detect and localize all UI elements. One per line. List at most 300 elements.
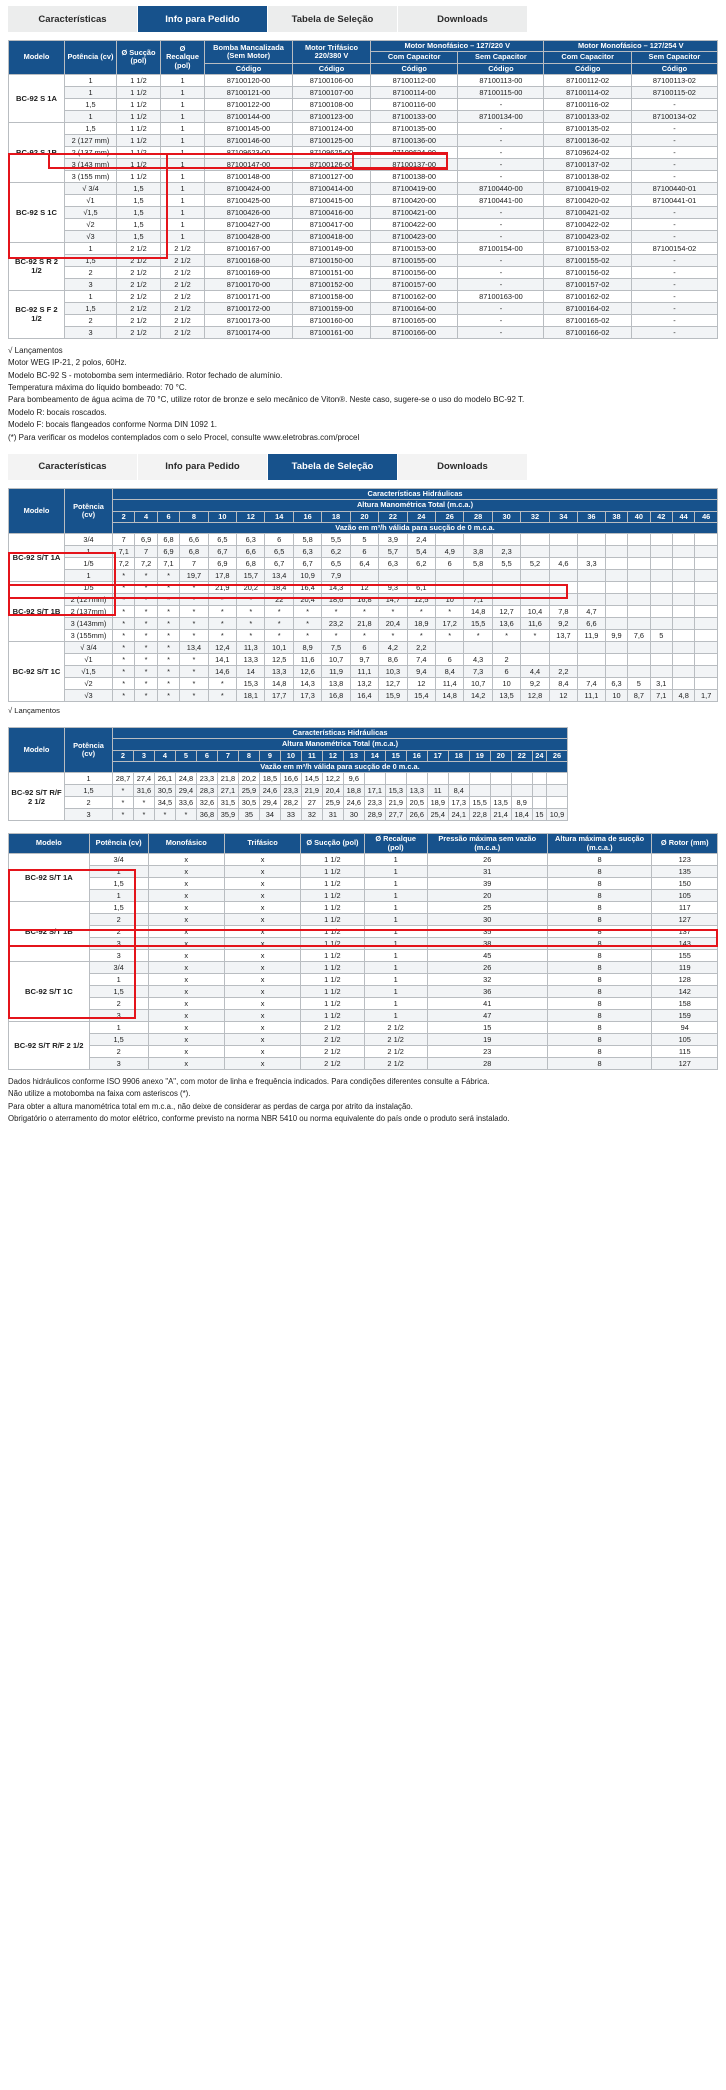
cell-vazao: 13,6 xyxy=(492,618,520,630)
altura-col-header: 10 xyxy=(208,511,236,522)
cell-suc: 1 1/2 xyxy=(117,146,161,158)
cell-potencia: 3/4 xyxy=(65,534,113,546)
col-com-capacitor-1: Com Capacitor xyxy=(371,52,458,63)
cell-potencia: √2 xyxy=(65,678,113,690)
cell-tri: x xyxy=(224,925,300,937)
cell-c3: 87100156-00 xyxy=(371,266,458,278)
cell-vazao xyxy=(511,773,532,785)
cell-rot: 127 xyxy=(652,913,718,925)
cell-rot: 119 xyxy=(652,961,718,973)
cell-tri: x xyxy=(224,949,300,961)
cell-vazao: 21,9 xyxy=(208,582,236,594)
cell-alt: 8 xyxy=(547,973,652,985)
cell-vazao: 18,6 xyxy=(322,594,350,606)
cell-vazao xyxy=(695,606,718,618)
cell-vazao xyxy=(672,654,694,666)
cell-vazao: 6,7 xyxy=(293,558,321,570)
cell-rec: 1 xyxy=(364,889,427,901)
altura-col-header: 22 xyxy=(511,750,532,761)
cell-vazao: 13,7 xyxy=(549,630,577,642)
cell-vazao: * xyxy=(135,666,157,678)
note-line: Temperatura máxima do líquido bombeado: 70 °C. xyxy=(8,383,187,393)
table-row xyxy=(9,158,718,170)
col-codigo-bomba: Código xyxy=(205,63,293,74)
cell-vazao xyxy=(672,630,694,642)
cell-vazao xyxy=(605,654,627,666)
altura-col-header: 12 xyxy=(322,750,343,761)
note-line: Para bombeamento de água acima de 70 °C, utilize rotor de bronze e selo mecânico de Viton®. Neste caso, sugere-se o uso do modelo BC-92 T. xyxy=(8,395,525,405)
table-row xyxy=(9,1045,718,1057)
cell-suc: 1 1/2 xyxy=(301,949,364,961)
cell-tri: x xyxy=(224,865,300,877)
cell-vazao: * xyxy=(436,630,464,642)
tab-tabela-de-selecao-1[interactable]: Tabela de Seleção xyxy=(268,6,398,32)
cell-vazao: 14,8 xyxy=(265,678,293,690)
cell-vazao: 18,1 xyxy=(237,690,265,702)
cell-rec: 1 xyxy=(364,877,427,889)
cell-vazao xyxy=(492,582,520,594)
cell-pres: 35 xyxy=(427,925,547,937)
spec-col-potencia: Potência (cv) xyxy=(89,834,148,854)
specs-table-wrapper xyxy=(8,833,718,1070)
cell-c1: 87100424-00 xyxy=(205,182,293,194)
cell-pot: 3/4 xyxy=(89,853,148,865)
cell-rec: 1 xyxy=(364,985,427,997)
cell-pot: 1,5 xyxy=(65,122,117,134)
cell-vazao: * xyxy=(293,618,321,630)
altura-col-header: 9 xyxy=(259,750,280,761)
cell-vazao: 11,1 xyxy=(578,690,606,702)
model-cell: BC-92 S R 2 1/2 xyxy=(9,242,65,290)
cell-vazao xyxy=(436,534,464,546)
cell-suc: 2 1/2 xyxy=(301,1021,364,1033)
cell-vazao: * xyxy=(157,606,179,618)
cell-mono: x xyxy=(148,1009,224,1021)
table-row xyxy=(9,1009,718,1021)
cell-potencia: 1,5 xyxy=(65,785,113,797)
cell-mono: x xyxy=(148,1033,224,1045)
cell-rot: 105 xyxy=(652,889,718,901)
cell-vazao: * xyxy=(135,570,157,582)
cell-potencia: 2 xyxy=(65,797,113,809)
cell-vazao: 11 xyxy=(427,785,448,797)
cell-vazao: * xyxy=(113,642,135,654)
table-row xyxy=(9,913,718,925)
cell-pres: 26 xyxy=(427,853,547,865)
cell-c5: 87100166-02 xyxy=(544,326,631,338)
col-sem-capacitor-2: Sem Capacitor xyxy=(631,52,717,63)
cell-vazao: 33,6 xyxy=(175,797,196,809)
altura-col-header: 14 xyxy=(265,511,293,522)
cell-vazao: 11,3 xyxy=(237,642,265,654)
cell-rec: 1 xyxy=(161,170,205,182)
cell-mono: x xyxy=(148,973,224,985)
cell-c1: 87100169-00 xyxy=(205,266,293,278)
altura-col-header: 18 xyxy=(322,511,350,522)
cell-vazao: 6 xyxy=(436,654,464,666)
cell-vazao xyxy=(672,666,694,678)
cell-rec: 1 xyxy=(364,997,427,1009)
cell-rot: 150 xyxy=(652,877,718,889)
table-row xyxy=(9,206,718,218)
table-row xyxy=(9,314,718,326)
cell-c4: - xyxy=(458,254,544,266)
cell-vazao: * xyxy=(113,570,135,582)
table-row xyxy=(9,134,718,146)
cell-vazao: 17,2 xyxy=(436,618,464,630)
cell-vazao xyxy=(549,570,577,582)
cell-vazao: 11,6 xyxy=(521,618,549,630)
order-info-table xyxy=(8,40,718,339)
cell-vazao xyxy=(490,785,511,797)
cell-c3: 87100419-00 xyxy=(371,182,458,194)
note-line: (*) Para verificar os modelos contemplados com o selo Procel, consulte www.eletrobras.com/procel xyxy=(8,432,360,442)
cell-vazao xyxy=(492,642,520,654)
cell-c6: - xyxy=(631,302,717,314)
table-row xyxy=(9,949,718,961)
cell-rec: 2 1/2 xyxy=(161,314,205,326)
cell-vazao xyxy=(650,654,672,666)
spec-col-monofasico: Monofásico xyxy=(148,834,224,854)
cell-c4: - xyxy=(458,122,544,134)
table-row xyxy=(9,110,718,122)
cell-suc: 1 1/2 xyxy=(301,961,364,973)
cell-c6: - xyxy=(631,290,717,302)
cell-c3: 87100137-00 xyxy=(371,158,458,170)
cell-vazao: 27,4 xyxy=(133,773,154,785)
cell-vazao: 23,3 xyxy=(196,773,217,785)
cell-vazao xyxy=(521,642,549,654)
cell-alt: 8 xyxy=(547,853,652,865)
table-row xyxy=(9,278,718,290)
cell-vazao xyxy=(628,642,650,654)
cell-c6: 87100441-01 xyxy=(631,194,717,206)
cell-c1: 87100167-00 xyxy=(205,242,293,254)
cell-suc: 1,5 xyxy=(117,194,161,206)
cell-vazao: * xyxy=(208,630,236,642)
cell-vazao: 20,4 xyxy=(379,618,407,630)
cell-vazao: 35 xyxy=(238,809,259,821)
cell-vazao xyxy=(672,546,694,558)
altura-col-header: 22 xyxy=(379,511,407,522)
altura-col-header: 44 xyxy=(672,511,694,522)
cell-rot: 159 xyxy=(652,1009,718,1021)
cell-c3: 87100135-00 xyxy=(371,122,458,134)
cell-c2: 87100414-00 xyxy=(293,182,371,194)
cell-pres: 19 xyxy=(427,1033,547,1045)
cell-vazao: * xyxy=(157,654,179,666)
cell-rec: 1 xyxy=(364,913,427,925)
cell-rot: 137 xyxy=(652,925,718,937)
table-row xyxy=(9,290,718,302)
cell-c3: 87100162-00 xyxy=(371,290,458,302)
cell-vazao: 6,7 xyxy=(208,546,236,558)
cell-tri: x xyxy=(224,937,300,949)
altura-col-header: 14 xyxy=(364,750,385,761)
cell-vazao: 23,3 xyxy=(364,797,385,809)
altura-col-header: 6 xyxy=(196,750,217,761)
cell-vazao xyxy=(436,570,464,582)
cell-vazao: 2,2 xyxy=(549,666,577,678)
cell-vazao: 28,2 xyxy=(280,797,301,809)
cell-vazao: 14,6 xyxy=(208,666,236,678)
sel1-col-potencia: Potência (cv) xyxy=(65,488,113,533)
cell-vazao: 2 xyxy=(492,654,520,666)
sel1-altura-manometrica: Altura Manométrica Total (m.c.a.) xyxy=(113,500,718,511)
cell-pres: 28 xyxy=(427,1057,547,1069)
tab-downloads-2[interactable]: Downloads xyxy=(398,454,528,480)
cell-pot: 3 xyxy=(65,278,117,290)
cell-vazao: * xyxy=(135,630,157,642)
cell-vazao xyxy=(650,666,672,678)
model-cell: BC-92 S/T R/F 2 1/2 xyxy=(9,773,65,821)
cell-vazao: 35,9 xyxy=(217,809,238,821)
tab-info-para-pedido-1[interactable]: Info para Pedido xyxy=(138,6,268,32)
cell-c6: - xyxy=(631,314,717,326)
altura-col-header: 15 xyxy=(385,750,406,761)
cell-c4: - xyxy=(458,302,544,314)
altura-col-header: 34 xyxy=(549,511,577,522)
order-table-body xyxy=(9,74,718,338)
cell-vazao: 13,3 xyxy=(406,785,427,797)
cell-rot: 94 xyxy=(652,1021,718,1033)
footer-line: Não utilize a motobomba na faixa com asteriscos (*). xyxy=(8,1089,191,1099)
cell-c4: - xyxy=(458,134,544,146)
cell-c2: 87100416-00 xyxy=(293,206,371,218)
cell-c2: 87100417-00 xyxy=(293,218,371,230)
col-sem-capacitor-1: Sem Capacitor xyxy=(458,52,544,63)
table-row xyxy=(9,809,568,821)
cell-vazao xyxy=(695,534,718,546)
col-com-capacitor-2: Com Capacitor xyxy=(544,52,631,63)
cell-vazao: 5,5 xyxy=(492,558,520,570)
cell-vazao: 21,8 xyxy=(217,773,238,785)
cell-suc: 1,5 xyxy=(117,206,161,218)
cell-vazao xyxy=(578,546,606,558)
table-row xyxy=(9,961,718,973)
cell-c2: 87100124-00 xyxy=(293,122,371,134)
spec-col-modelo: Modelo xyxy=(9,834,90,854)
cell-tri: x xyxy=(224,1033,300,1045)
cell-vazao: 12,6 xyxy=(293,666,321,678)
cell-vazao: 27,1 xyxy=(217,785,238,797)
tab-downloads-1[interactable]: Downloads xyxy=(398,6,528,32)
cell-c4: - xyxy=(458,218,544,230)
cell-vazao: * xyxy=(157,666,179,678)
cell-vazao: * xyxy=(133,809,154,821)
cell-alt: 8 xyxy=(547,1057,652,1069)
cell-c5: 87100156-02 xyxy=(544,266,631,278)
cell-vazao xyxy=(492,594,520,606)
cell-vazao: 15,7 xyxy=(237,570,265,582)
cell-vazao: * xyxy=(157,618,179,630)
cell-vazao: * xyxy=(113,785,134,797)
spec-col-pressao: Pressão máxima sem vazão (m.c.a.) xyxy=(427,834,547,854)
cell-vazao xyxy=(650,546,672,558)
cell-vazao: 4,9 xyxy=(436,546,464,558)
cell-vazao: 8,9 xyxy=(293,642,321,654)
cell-pres: 32 xyxy=(427,973,547,985)
cell-vazao: 23,3 xyxy=(280,785,301,797)
cell-vazao xyxy=(650,606,672,618)
cell-suc: 1 1/2 xyxy=(301,889,364,901)
table-row xyxy=(9,98,718,110)
table-row xyxy=(9,570,718,582)
altura-col-header: 13 xyxy=(343,750,364,761)
cell-tri: x xyxy=(224,973,300,985)
cell-c2: 87100106-00 xyxy=(293,74,371,86)
cell-vazao: 6,5 xyxy=(208,534,236,546)
cell-vazao: 25,9 xyxy=(238,785,259,797)
cell-vazao: * xyxy=(113,690,135,702)
cell-c3: 87100136-00 xyxy=(371,134,458,146)
altura-col-header: 40 xyxy=(628,511,650,522)
cell-pot: 1 xyxy=(65,86,117,98)
specs-table xyxy=(8,833,718,1070)
cell-pot: 1 xyxy=(89,973,148,985)
cell-c6: - xyxy=(631,278,717,290)
cell-pot: 2 xyxy=(89,1045,148,1057)
cell-vazao xyxy=(436,642,464,654)
cell-tri: x xyxy=(224,889,300,901)
table-row xyxy=(9,618,718,630)
cell-suc: 1 1/2 xyxy=(301,877,364,889)
note-line: Modelo F: bocais flangeados conforme Norma DIN 1092 1. xyxy=(8,420,217,430)
cell-vazao: * xyxy=(208,690,236,702)
col-recalque: Ø Recalque (pol) xyxy=(161,41,205,75)
table-row xyxy=(9,182,718,194)
cell-vazao xyxy=(549,534,577,546)
cell-vazao: 32 xyxy=(301,809,322,821)
cell-mono: x xyxy=(148,1045,224,1057)
cell-suc: 1 1/2 xyxy=(117,158,161,170)
cell-vazao xyxy=(695,582,718,594)
sel1-body xyxy=(9,534,718,702)
altura-col-header: 19 xyxy=(469,750,490,761)
tabbar-order-info[interactable] xyxy=(8,6,718,32)
cell-rot: 143 xyxy=(652,937,718,949)
cell-vazao: 10 xyxy=(605,690,627,702)
cell-vazao: * xyxy=(180,594,208,606)
table-row xyxy=(9,877,718,889)
cell-c4: 87100154-00 xyxy=(458,242,544,254)
cell-vazao: 6,5 xyxy=(265,546,293,558)
cell-rec: 1 xyxy=(161,194,205,206)
table-row xyxy=(9,666,718,678)
col-codigo-trifasico: Código xyxy=(293,63,371,74)
tab-info-para-pedido-2[interactable]: Info para Pedido xyxy=(138,454,268,480)
cell-c5: 87100137-02 xyxy=(544,158,631,170)
cell-suc: 2 1/2 xyxy=(117,242,161,254)
altura-col-header: 7 xyxy=(217,750,238,761)
note-line: √ Lançamentos xyxy=(8,345,63,355)
cell-c2: 87100161-00 xyxy=(293,326,371,338)
cell-c2: 87100160-00 xyxy=(293,314,371,326)
cell-vazao: 4,7 xyxy=(578,606,606,618)
cell-pot: 1,5 xyxy=(65,302,117,314)
cell-vazao xyxy=(492,534,520,546)
tab-caracteristicas-1[interactable]: Características xyxy=(8,6,138,32)
cell-tri: x xyxy=(224,853,300,865)
cell-alt: 8 xyxy=(547,925,652,937)
cell-mono: x xyxy=(148,853,224,865)
cell-vazao xyxy=(521,654,549,666)
cell-vazao: 16,4 xyxy=(293,582,321,594)
altura-col-header: 26 xyxy=(547,750,568,761)
altura-col-header: 16 xyxy=(406,750,427,761)
cell-vazao: 29,4 xyxy=(259,797,280,809)
table-row xyxy=(9,326,718,338)
cell-vazao xyxy=(578,570,606,582)
cell-vazao xyxy=(578,666,606,678)
cell-vazao: 7 xyxy=(180,558,208,570)
cell-suc: 1 1/2 xyxy=(117,98,161,110)
cell-vazao xyxy=(549,582,577,594)
cell-mono: x xyxy=(148,961,224,973)
cell-vazao: * xyxy=(379,606,407,618)
sel2-caracteristicas-hidraulicas: Características Hidráulicas xyxy=(113,728,568,739)
model-cell: BC-92 S 1A xyxy=(9,74,65,122)
cell-vazao: * xyxy=(293,606,321,618)
cell-vazao: * xyxy=(154,809,175,821)
cell-c2: 87100149-00 xyxy=(293,242,371,254)
cell-c1: 87100172-00 xyxy=(205,302,293,314)
tabbar-selection-table[interactable] xyxy=(8,454,718,480)
cell-vazao: 5,5 xyxy=(322,534,350,546)
model-cell: BC-92 S/T 1B xyxy=(9,582,65,642)
cell-c2: 87100151-00 xyxy=(293,266,371,278)
cell-c1: 87100146-00 xyxy=(205,134,293,146)
cell-vazao: 8,7 xyxy=(628,690,650,702)
cell-vazao: * xyxy=(135,690,157,702)
cell-vazao: 11,9 xyxy=(578,630,606,642)
cell-tri: x xyxy=(224,961,300,973)
cell-mono: x xyxy=(148,949,224,961)
cell-rot: 155 xyxy=(652,949,718,961)
cell-vazao: 14,3 xyxy=(322,582,350,594)
cell-vazao: 27,7 xyxy=(385,809,406,821)
cell-potencia: √3 xyxy=(65,690,113,702)
cell-pot: 1 xyxy=(65,242,117,254)
table-row xyxy=(9,230,718,242)
cell-vazao: * xyxy=(113,582,135,594)
cell-vazao xyxy=(650,558,672,570)
cell-vazao xyxy=(578,534,606,546)
col-motor-mono-127-220: Motor Monofásico – 127/220 V xyxy=(371,41,544,52)
tab-tabela-de-selecao-2[interactable]: Tabela de Seleção xyxy=(268,454,398,480)
cell-vazao: 6,3 xyxy=(237,534,265,546)
cell-vazao: 20,4 xyxy=(293,594,321,606)
cell-rec: 2 1/2 xyxy=(161,266,205,278)
cell-vazao: 3,9 xyxy=(379,534,407,546)
cell-pot: 1 xyxy=(89,865,148,877)
spec-col-succao: Ø Sucção (pol) xyxy=(301,834,364,854)
notes-block xyxy=(8,345,718,444)
model-cell: BC-92 S/T 1C xyxy=(9,961,90,1021)
cell-vazao: 12,2 xyxy=(322,773,343,785)
cell-vazao xyxy=(605,534,627,546)
altura-col-header: 32 xyxy=(521,511,549,522)
cell-pot: 2 (137 mm) xyxy=(65,146,117,158)
cell-alt: 8 xyxy=(547,889,652,901)
cell-pot: 3 xyxy=(89,1009,148,1021)
cell-c2: 87100418-00 xyxy=(293,230,371,242)
cell-vazao: 27 xyxy=(301,797,322,809)
tab-caracteristicas-2[interactable]: Características xyxy=(8,454,138,480)
cell-tri: x xyxy=(224,901,300,913)
cell-vazao: 7,9 xyxy=(322,570,350,582)
cell-vazao: 6,4 xyxy=(350,558,378,570)
